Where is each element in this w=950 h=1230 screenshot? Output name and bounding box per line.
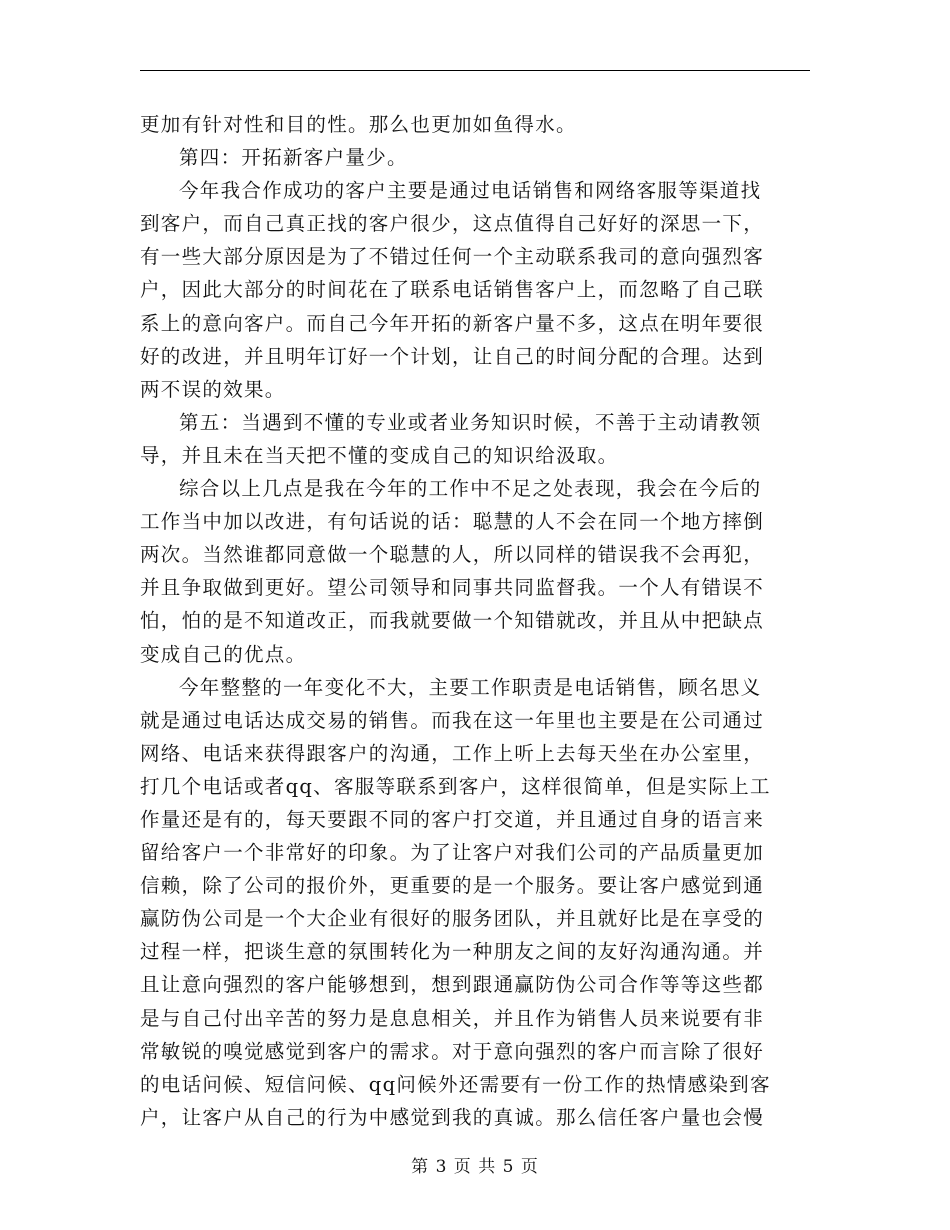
text-line: 系上的意向客户。而自己今年开拓的新客户量不多，这点在明年要很 [140,311,765,335]
text-line: 并且争取做到更好。望公司领导和同事共同监督我。一个人有错误不 [140,576,765,600]
text-line: 是与自己付出辛苦的努力是息息相关，并且作为销售人员来说要有非 [140,1006,765,1030]
text-line: 就是通过电话达成交易的销售。而我在这一年里也主要是在公司通过 [140,708,765,732]
text-line: 网络、电话来获得跟客户的沟通，工作上听上去每天坐在办公室里， [140,741,765,765]
text-line: 到客户，而自己真正找的客户很少，这点值得自己好好的深思一下， [140,212,765,236]
text-line: 两次。当然谁都同意做一个聪慧的人，所以同样的错误我不会再犯， [140,543,765,567]
header-rule [140,70,810,71]
text-line: 常敏锐的嗅觉感觉到客户的需求。对于意向强烈的客户而言除了很好 [140,1039,765,1063]
text-line: 的电话问候、短信问候、qq问候外还需要有一份工作的热情感染到客 [140,1072,771,1096]
text-line: 导，并且未在当天把不懂的变成自己的知识给汲取。 [140,443,619,467]
text-line: 工作当中加以改进，有句话说的话：聪慧的人不会在同一个地方摔倒 [140,510,765,534]
text-line: 作量还是有的，每天要跟不同的客户打交道，并且通过自身的语言来 [140,807,765,831]
text-line: 赢防伪公司是一个大企业有很好的服务团队，并且就好比是在享受的 [140,907,765,931]
text-line: 今年整整的一年变化不大，主要工作职责是电话销售，顾名思义 [179,675,762,699]
text-line: 打几个电话或者qq、客服等联系到客户，这样很简单，但是实际上工 [140,774,771,798]
text-line: 户，因此大部分的时间花在了联系电话销售客户上，而忽略了自己联 [140,278,765,302]
text-line: 两不误的效果。 [140,377,286,401]
text-line: 且让意向强烈的客户能够想到，想到跟通赢防伪公司合作等等这些都 [140,973,765,997]
page-footer: 第 3 页 共 5 页 [411,1157,539,1177]
text-line: 好的改进，并且明年订好一个计划，让自己的时间分配的合理。达到 [140,344,765,368]
text-line: 怕，怕的是不知道改正，而我就要做一个知错就改，并且从中把缺点 [140,609,765,633]
text-line: 有一些大部分原因是为了不错过任何一个主动联系我司的意向强烈客 [140,245,765,269]
text-line: 信赖，除了公司的报价外，更重要的是一个服务。要让客户感觉到通 [140,874,765,898]
text-line: 今年我合作成功的客户主要是通过电话销售和网络客服等渠道找 [179,179,762,203]
text-line: 第四：开拓新客户量少。 [179,146,408,170]
text-line: 变成自己的优点。 [140,642,307,666]
text-line: 过程一样，把谈生意的氛围转化为一种朋友之间的友好沟通沟通。并 [140,940,765,964]
text-line: 留给客户一个非常好的印象。为了让客户对我们公司的产品质量更加 [140,841,765,865]
document-body [140,108,810,1134]
text-line: 更加有针对性和目的性。那么也更加如鱼得水。 [140,113,577,136]
text-line: 第五：当遇到不懂的专业或者业务知识时候，不善于主动请教领 [179,410,762,434]
text-line: 户，让客户从自己的行为中感觉到我的真诚。那么信任客户量也会慢 [140,1105,765,1129]
text-line: 综合以上几点是我在今年的工作中不足之处表现，我会在今后的 [179,477,762,501]
